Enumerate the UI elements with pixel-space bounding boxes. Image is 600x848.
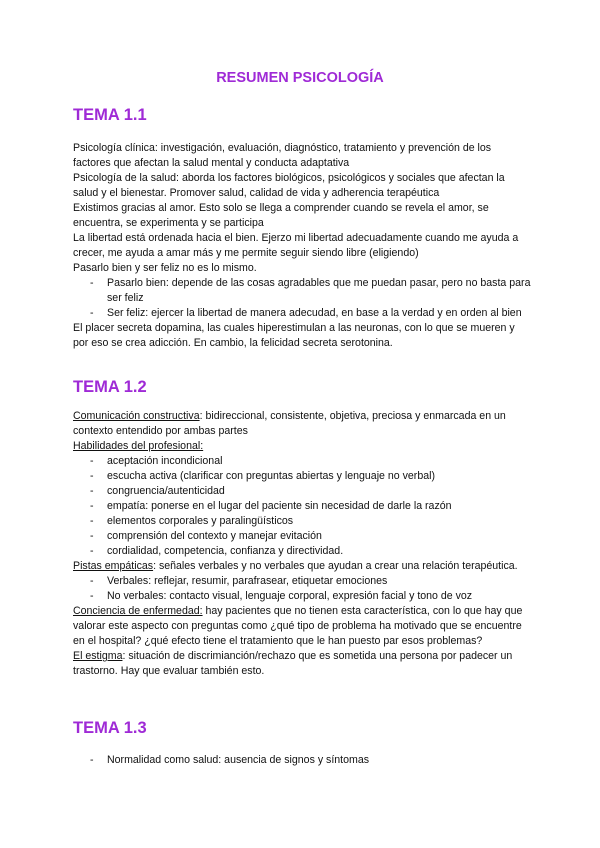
definition-estigma: : situación de discrimianción/rechazo que es sometida una persona por padecer un trastorno. Hay que evaluar también esto. (73, 650, 513, 677)
list-item: - congruencia/autenticidad (73, 484, 531, 499)
bullet-list (73, 454, 531, 559)
paragraph-placer: El placer secreta dopamina, las cuales hiperestimulan a las neuronas, con lo que se mueren y por eso se crea adicción. En cambio, la felicidad secreta serotonina. (73, 322, 515, 349)
list-item: - No verbales: contacto visual, lenguaje corporal, expresión facial y tono de voz (73, 589, 531, 604)
term-pistas: Pistas empáticas (73, 560, 154, 572)
term-conciencia: Conciencia de enfermedad: (73, 605, 203, 617)
section-body-tema-1-2 (73, 409, 531, 679)
section-heading-tema-1-3: TEMA 1.3 (73, 719, 147, 737)
definition-conciencia: hay pacientes que no tienen esta característica, con lo que hay que valorar este aspecto con preguntas como ¿qué tipo de problema ha motivado que se encuentre en el hospital? ¿qué efecto tiene el tratamiento que le han puesto par esos problemas? (73, 605, 523, 647)
list-item: - elementos corporales y paralingüísticos (73, 514, 531, 529)
list-item: - escucha activa (clarificar con preguntas abiertas y lenguaje no verbal) (73, 469, 531, 484)
paragraph-comunicacion (73, 409, 531, 439)
list-item: - comprensión del contexto y manejar evitación (73, 529, 531, 544)
section-body-tema-1-1 (73, 141, 531, 351)
list-item: - cordialidad, competencia, confianza y directividad. (73, 544, 531, 559)
bullet-list (73, 753, 531, 768)
definition-comunicacion: : bidireccional, consistente, objetiva, preciosa y enmarcada en un contexto entendido por ambas partes (73, 410, 506, 437)
list-item: - Normalidad como salud: ausencia de signos y síntomas (73, 753, 531, 768)
term-comunicacion: Comunicación constructiva (73, 410, 200, 422)
paragraph-conciencia (73, 604, 531, 649)
paragraph-pistas (73, 559, 531, 574)
list-item: - empatía: ponerse en el lugar del paciente sin necesidad de darle la razón (73, 499, 531, 514)
term-estigma: El estigma (73, 650, 123, 662)
paragraph-estigma (73, 649, 531, 679)
paragraph-psicologia-clinica: Psicología clínica: investigación, evaluación, diagnóstico, tratamiento y prevención de los factores que afectan la salud mental y conducta adaptativa (73, 142, 492, 169)
section-body-tema-1-3 (73, 753, 531, 768)
document-title: RESUMEN PSICOLOGÍA (216, 70, 384, 86)
paragraph-amor: Existimos gracias al amor. Esto solo se llega a comprender cuando se revela el amor, se encuentra, se experimenta y se participa (73, 202, 489, 229)
bullet-list (73, 276, 531, 321)
paragraph-libertad: La libertad está ordenada hacia el bien. Ejerzo mi libertad adecuadamente cuando me ayuda a crecer, me ayuda a amar más y me permite seguir siendo libre (eligiendo) (73, 232, 519, 259)
section-heading-tema-1-2: TEMA 1.2 (73, 378, 147, 396)
paragraph-pasarlo-bien: Pasarlo bien y ser feliz no es lo mismo. (73, 262, 257, 274)
definition-pistas: : señales verbales y no verbales que ayudan a crear una relación terapéutica. (153, 560, 518, 572)
bullet-list (73, 574, 531, 604)
term-habilidades: Habilidades del profesional: (73, 440, 204, 452)
section-heading-tema-1-1: TEMA 1.1 (73, 106, 147, 124)
list-item: - aceptación incondicional (73, 454, 531, 469)
list-item: - Ser feliz: ejercer la libertad de manera adecudad, en base a la verdad y en orden al bien (73, 306, 531, 321)
paragraph-psicologia-salud: Psicología de la salud: aborda los factores biológicos, psicológicos y sociales que afectan la salud y el bienestar. Promover salud, calidad de vida y adherencia terapéutica (73, 172, 505, 199)
list-item: - Verbales: reflejar, resumir, parafrasear, etiquetar emociones (73, 574, 531, 589)
list-item: - Pasarlo bien: depende de las cosas agradables que me puedan pasar, pero no basta para ser feliz (73, 276, 531, 306)
